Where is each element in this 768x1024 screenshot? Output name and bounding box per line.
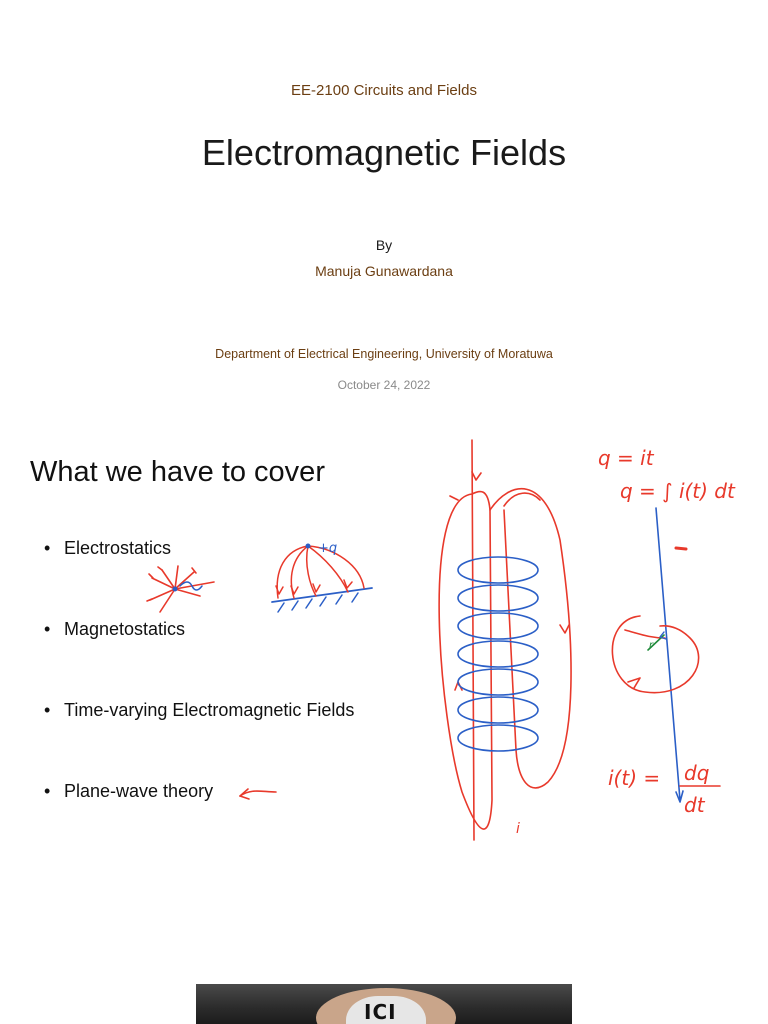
bullet-icon: • — [44, 700, 51, 720]
point-charge-sketch — [147, 566, 214, 612]
title-slide — [0, 0, 768, 420]
by-label: By — [375, 237, 393, 253]
slide-title: Electromagnetic Fields — [201, 132, 567, 173]
course-name: EE-2100 Circuits and Fields — [291, 82, 477, 99]
photo-text: ICI — [364, 1000, 397, 1024]
charge-equation: q = it — [598, 446, 654, 470]
bullet-icon: • — [44, 619, 51, 639]
dq-label: dq — [684, 761, 710, 785]
date: October 24, 2022 — [337, 378, 431, 392]
bullet-icon: • — [44, 781, 51, 801]
department: Department of Electrical Engineering, University of Moratuwa — [215, 347, 553, 361]
slide-heading: What we have to cover — [30, 456, 325, 488]
topic-label: Electrostatics — [64, 538, 172, 558]
dt-label: dt — [684, 793, 705, 817]
topic-label: Time-varying Electromagnetic Fields — [64, 700, 355, 720]
wire-with-field — [612, 508, 698, 802]
handwritten-annotations — [0, 420, 768, 980]
solenoid-coil — [458, 557, 538, 751]
current-i-label: i — [516, 821, 520, 837]
content-slide — [0, 420, 768, 980]
author-name: Manuja Gunawardana — [315, 263, 453, 279]
radius-r-label: r — [649, 640, 654, 651]
plus-q-label: +q — [318, 541, 338, 556]
topic-label: Plane-wave theory — [64, 781, 214, 801]
current-equation: i(t) = — [608, 766, 661, 790]
solenoid-field-lines — [439, 440, 571, 840]
charge-integral-equation: q = ∫ i(t) dt — [620, 479, 735, 503]
photo-thumbnail — [196, 984, 572, 1024]
charge-dot — [306, 544, 311, 549]
charge-dot — [173, 587, 178, 592]
bullet-icon: • — [44, 538, 51, 558]
topic-label: Magnetostatics — [64, 619, 186, 639]
